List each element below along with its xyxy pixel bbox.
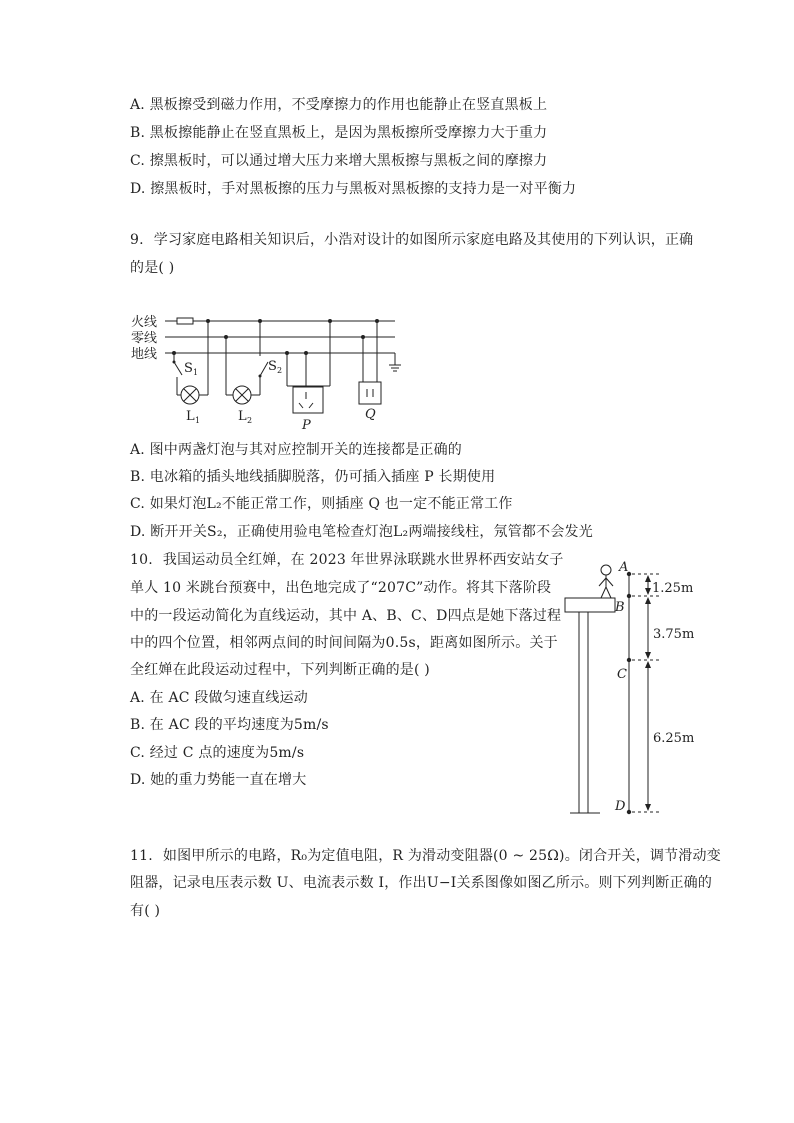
q10-option-d: D. 她的重力势能一直在增大 — [130, 772, 307, 788]
q10-stem-line4: 中的四个位置，相邻两点间的时间间隔为0.5s，距离如图所示。关于 — [130, 635, 558, 651]
point-c-label: C — [617, 667, 627, 682]
q9-option-d: D. 断开开关S₂，正确使用验电笔检查灯泡L₂两端接线柱，氖管都不会发光 — [130, 524, 593, 540]
lamp1-subscript: 1 — [195, 416, 201, 425]
q11-number: 11. — [130, 848, 153, 864]
point-b-label: B — [615, 600, 625, 615]
lamp2-label: L — [238, 409, 247, 424]
point-a-label: A — [619, 560, 629, 575]
q11-stem-line2: 阻器，记录电压表示数 U、电流表示数 I，作出U−I关系图像如图乙所示。则下列判断正确的 — [130, 875, 713, 891]
switch1-label: S — [184, 361, 193, 376]
q9-stem-line2: 的是( ) — [130, 260, 175, 276]
q11-stem-text: 如图甲所示的电路，R₀为定值电阻，R 为滑动变阻器(0 ~ 25Ω)。闭合开关，调节滑动变 — [162, 848, 721, 864]
q9-number: 9. — [130, 232, 144, 248]
q9-stem-text: 学习家庭电路相关知识后，小浩对设计的如图所示家庭电路及其使用的下列认识，正确 — [153, 232, 694, 248]
q10-stem-line1 — [130, 550, 564, 570]
diving-platform-figure — [560, 555, 700, 820]
q8-option-d: D. 擦黑板时，手对黑板擦的压力与黑板对黑板擦的支持力是一对平衡力 — [130, 181, 577, 197]
q9-option-b: B. 电冰箱的插头地线插脚脱落，仍可插入插座 P 长期使用 — [130, 469, 496, 485]
q8-option-a: A. 黑板擦受到磁力作用，不受摩擦力的作用也能静止在竖直黑板上 — [130, 97, 548, 113]
q10-option-c: C. 经过 C 点的速度为5m/s — [130, 745, 305, 761]
neutral-wire-label: 零线 — [131, 331, 158, 346]
socket-p-label: P — [302, 418, 311, 433]
q10-number: 10. — [130, 552, 153, 568]
q11-stem-line1 — [130, 846, 721, 866]
q8-option-b: B. 黑板擦能静止在竖直黑板上，是因为黑板擦所受摩擦力大于重力 — [130, 125, 548, 141]
ground-wire-label: 地线 — [131, 347, 158, 362]
point-d-label: D — [615, 799, 626, 814]
q10-stem-line2: 单人 10 米跳台预赛中，出色地完成了“207C”动作。将其下落阶段 — [130, 580, 552, 596]
live-wire-label: 火线 — [131, 315, 158, 330]
socket-q-label: Q — [365, 407, 376, 422]
lamp2-subscript: 2 — [247, 416, 253, 425]
q10-option-a: A. 在 AC 段做匀速直线运动 — [130, 690, 308, 706]
lamp1-label: L — [186, 409, 195, 424]
switch1-subscript: 1 — [193, 368, 199, 377]
switch2-subscript: 2 — [277, 366, 283, 375]
distance-ab-label: 1.25m — [652, 581, 694, 596]
household-circuit-diagram — [125, 305, 415, 435]
q9-option-c: C. 如果灯泡L₂不能正常工作，则插座 Q 也一定不能正常工作 — [130, 496, 513, 512]
q9-option-a: A. 图中两盏灯泡与其对应控制开关的连接都是正确的 — [130, 442, 463, 458]
q8-option-c: C. 擦黑板时，可以通过增大压力来增大黑板擦与黑板之间的摩擦力 — [130, 153, 548, 169]
distance-bc-label: 3.75m — [653, 627, 695, 642]
q10-stem-text: 我国运动员全红婵，在 2023 年世界泳联跳水世界杯西安站女子 — [162, 552, 564, 568]
distance-cd-label: 6.25m — [653, 731, 695, 746]
q11-stem-line3: 有( ) — [130, 903, 161, 919]
q9-stem-line1 — [130, 230, 693, 250]
q10-stem-line3: 中的一段运动简化为直线运动，其中 A、B、C、D四点是她下落过程 — [130, 608, 562, 624]
q10-option-b: B. 在 AC 段的平均速度为5m/s — [130, 717, 329, 733]
q10-stem-line5: 全红婵在此段运动过程中，下列判断正确的是( ) — [130, 662, 430, 678]
switch2-label: S — [268, 359, 277, 374]
